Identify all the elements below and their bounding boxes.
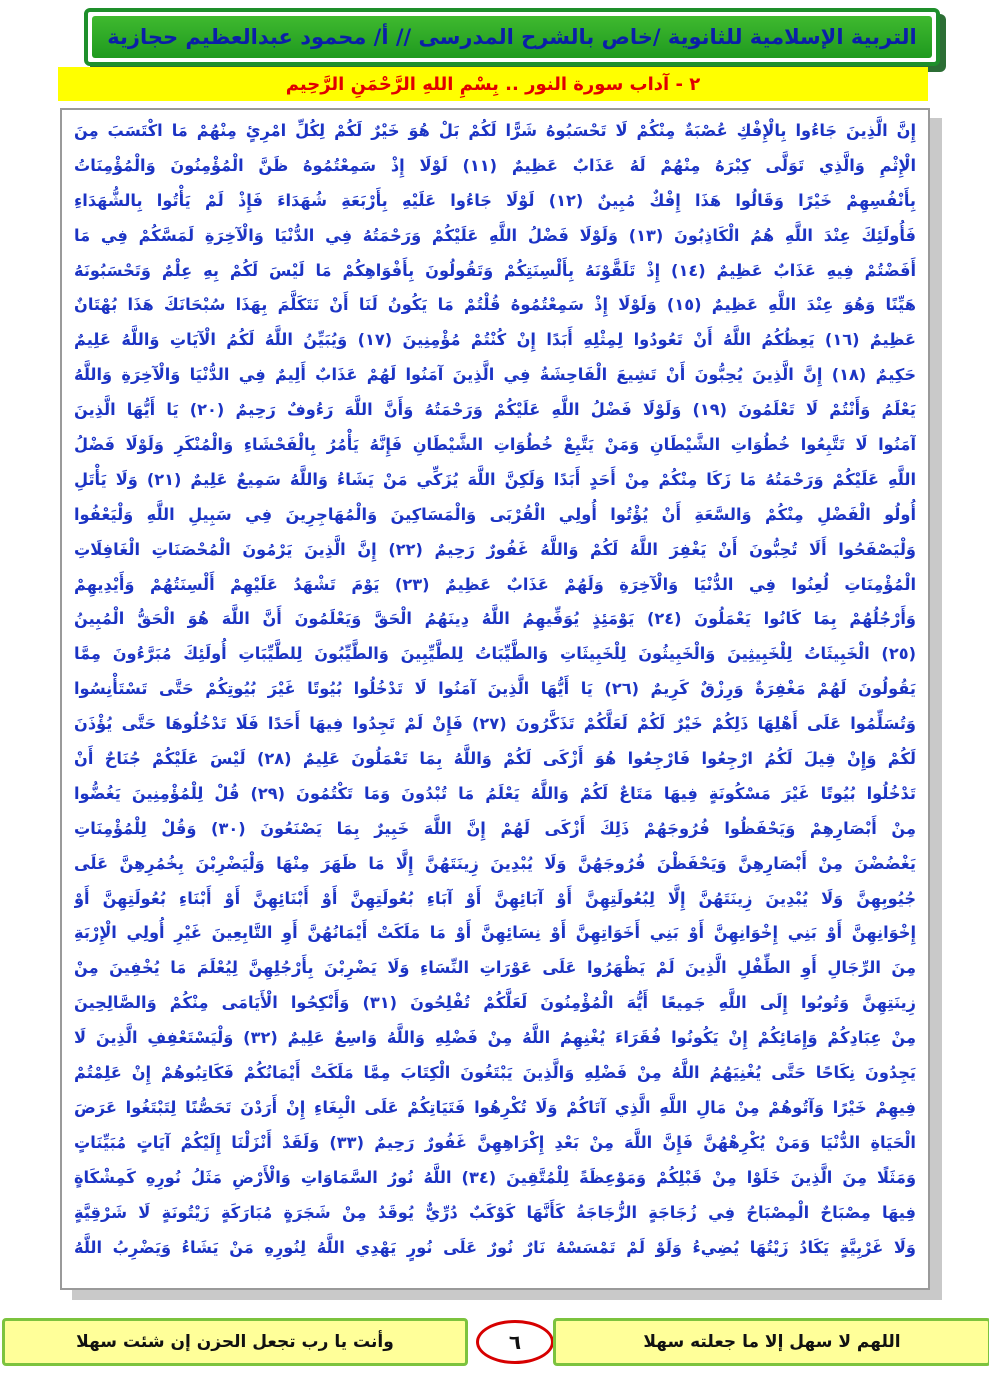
text-line: (٢٥) الْخَبِيثَاتُ لِلْخَبِيثِينَ وَالْخَبِيثُونَ لِلْخَبِيثَاتِ وَالطَّيِّبَاتُ لِلطَّيِّبِينَ وَالطَّيِّبُونَ لِلطَّيِّبَاتِ أُولَئِكَ مُبَرَّءُونَ مِمَّا (74, 644, 916, 664)
top-banner (84, 8, 940, 66)
text-line: مِنْ عِبَادِكُمْ وَإِمَائِكُمْ إِنْ يَكُونُوا فُقَرَاءَ يُغْنِهِمُ اللَّهُ مِنْ فَضْلِهِ وَاللَّهُ وَاسِعٌ عَلِيمٌ (٣٢) وَلْيَسْتَعْفِفِ الَّذِينَ لَا (74, 1028, 916, 1048)
text-line: تَدْخُلُوا بُيُوتًا غَيْرَ مَسْكُونَةٍ فِيهَا مَتَاعٌ لَكُمْ وَاللَّهُ يَعْلَمُ مَا تُبْدُونَ وَمَا تَكْتُمُونَ (٢٩) قُلْ لِلْمُؤْمِنِينَ يَغُضُّوا (74, 783, 916, 803)
text-line: وَأَرْجُلُهُمْ بِمَا كَانُوا يَعْمَلُونَ (٢٤) يَوْمَئِذٍ يُوَفِّيهِمُ اللَّهُ دِينَهُمُ الْحَقَّ وَيَعْلَمُونَ أَنَّ اللَّهَ هُوَ الْحَقُّ الْمُبِينُ (74, 609, 916, 629)
text-line: هَيِّنًا وَهُوَ عِنْدَ اللَّهِ عَظِيمٌ (١٥) وَلَوْلَا إِذْ سَمِعْتُمُوهُ قُلْتُمْ مَا يَكُونُ لَنَا أَنْ نَتَكَلَّمَ بِهَذَا سُبْحَانَكَ هَذَا بُهْتَانٌ (74, 295, 916, 315)
text-line: زِينَتِهِنَّ وَتُوبُوا إِلَى اللَّهِ جَمِيعًا أَيُّهَ الْمُؤْمِنُونَ لَعَلَّكُمْ تُفْلِحُونَ (٣١) وَأَنْكِحُوا الْأَيَامَى مِنْكُمْ وَالصَّالِحِينَ (74, 993, 916, 1013)
text-line: إِنَّ الَّذِينَ جَاءُوا بِالْإِفْكِ عُصْبَةٌ مِنْكُمْ لَا تَحْسَبُوهُ شَرًّا لَكُمْ بَلْ هُوَ خَيْرٌ لَكُمْ لِكُلِّ امْرِئٍ مِنْهُمْ مَا اكْتَسَبَ مِنَ (74, 121, 916, 140)
text-line: مِنْ أَبْصَارِهِمْ وَيَحْفَظُوا فُرُوجَهُمْ ذَلِكَ أَزْكَى لَهُمْ إِنَّ اللَّهَ خَبِيرٌ بِمَا يَصْنَعُونَ (٣٠) وَقُلْ لِلْمُؤْمِنَاتِ (74, 818, 916, 838)
text-line: الْمُؤْمِنَاتِ لُعِنُوا فِي الدُّنْيَا وَالْآخِرَةِ وَلَهُمْ عَذَابٌ عَظِيمٌ (٢٣) يَوْمَ تَشْهَدُ عَلَيْهِمْ أَلْسِنَتُهُمْ وَأَيْدِيهِمْ (74, 574, 916, 594)
text-line: مِنَ الرِّجَالِ أَوِ الطِّفْلِ الَّذِينَ لَمْ يَظْهَرُوا عَلَى عَوْرَاتِ النِّسَاءِ وَلَا يَضْرِبْنَ بِأَرْجُلِهِنَّ لِيُعْلَمَ مَا يُخْفِينَ مِنْ (74, 958, 916, 978)
page-number-oval (476, 1320, 554, 1364)
footer-left-text: وأنت يا رب تجعل الحزن إن شئت سهلا (76, 1332, 394, 1352)
subtitle-bar (58, 67, 928, 101)
lesson-title: ٢ - آداب سورة النور .. بِسْمِ اللهِ الرَّحْمَنِ الرَّحِيم (285, 73, 701, 95)
text-line: عَظِيمٌ (١٦) يَعِظُكُمُ اللَّهُ أَنْ تَعُودُوا لِمِثْلِهِ أَبَدًا إِنْ كُنْتُمْ مُؤْمِنِينَ (١٧) وَيُبَيِّنُ اللَّهُ لَكُمُ الْآيَاتِ وَاللَّهُ عَلِيمٌ (74, 330, 916, 350)
text-line: يَغْضُضْنَ مِنْ أَبْصَارِهِنَّ وَيَحْفَظْنَ فُرُوجَهُنَّ وَلَا يُبْدِينَ زِينَتَهُنَّ إِلَّا مَا ظَهَرَ مِنْهَا وَلْيَضْرِبْنَ بِخُمُرِهِنَّ عَلَى (74, 853, 916, 873)
text-line: يَعْلَمُ وَأَنْتُمْ لَا تَعْلَمُونَ (١٩) وَلَوْلَا فَضْلُ اللَّهِ عَلَيْكُمْ وَرَحْمَتُهُ وَأَنَّ اللَّهَ رَءُوفٌ رَحِيمٌ (٢٠) يَا أَيُّهَا الَّذِينَ (74, 400, 916, 420)
page-title: التربية الإسلامية للثانوية /خاص بالشرح المدرسى // أ/ محمود عبدالعظيم حجازية (107, 25, 917, 49)
text-line: إِخْوَانِهِنَّ أَوْ بَنِي إِخْوَانِهِنَّ أَوْ بَنِي أَخَوَاتِهِنَّ أَوْ نِسَائِهِنَّ أَوْ مَا مَلَكَتْ أَيْمَانُهُنَّ أَوِ التَّابِعِينَ غَيْرِ أُولِي الْإِرْبَةِ (74, 923, 916, 943)
text-line: فِيهَا مِصْبَاحٌ الْمِصْبَاحُ فِي زُجَاجَةٍ الزُّجَاجَةُ كَأَنَّهَا كَوْكَبٌ دُرِّيٌّ يُوقَدُ مِنْ شَجَرَةٍ مُبَارَكَةٍ زَيْتُونَةٍ لَا شَرْقِيَّةٍ (74, 1202, 916, 1222)
text-line: فِيهِمْ خَيْرًا وَآتُوهُمْ مِنْ مَالِ اللَّهِ الَّذِي آتَاكُمْ وَلَا تُكْرِهُوا فَتَيَاتِكُمْ عَلَى الْبِغَاءِ إِنْ أَرَدْنَ تَحَصُّنًا لِتَبْتَغُوا عَرَضَ (74, 1097, 916, 1117)
text-frame (60, 108, 930, 1290)
text-line: يَقُولُونَ لَهُمْ مَغْفِرَةٌ وَرِزْقٌ كَرِيمٌ (٢٦) يَا أَيُّهَا الَّذِينَ آمَنُوا لَا تَدْخُلُوا بُيُوتًا غَيْرَ بُيُوتِكُمْ حَتَّى تَسْتَأْنِسُوا (74, 679, 916, 699)
text-line: اللَّهِ عَلَيْكُمْ وَرَحْمَتُهُ مَا زَكَا مِنْكُمْ مِنْ أَحَدٍ أَبَدًا وَلَكِنَّ اللَّهَ يُزَكِّي مَنْ يَشَاءُ وَاللَّهُ سَمِيعٌ عَلِيمٌ (٢١) وَلَا يَأْتَلِ (74, 469, 916, 489)
page-number: ٦ (508, 1330, 522, 1354)
text-line: بِأَنْفُسِهِمْ خَيْرًا وَقَالُوا هَذَا إِفْكٌ مُبِينٌ (١٢) لَوْلَا جَاءُوا عَلَيْهِ بِأَرْبَعَةِ شُهَدَاءَ فَإِذْ لَمْ يَأْتُوا بِالشُّهَدَاءِ (74, 190, 916, 210)
text-line: وَمَثَلًا مِنَ الَّذِينَ خَلَوْا مِنْ قَبْلِكُمْ وَمَوْعِظَةً لِلْمُتَّقِينَ (٣٤) اللَّهُ نُورُ السَّمَاوَاتِ وَالْأَرْضِ مَثَلُ نُورِهِ كَمِشْكَاةٍ (74, 1167, 916, 1187)
text-line: فَأُولَئِكَ عِنْدَ اللَّهِ هُمُ الْكَاذِبُونَ (١٣) وَلَوْلَا فَضْلُ اللَّهِ عَلَيْكُمْ وَرَحْمَتُهُ فِي الدُّنْيَا وَالْآخِرَةِ لَمَسَّكُمْ فِي مَا (74, 225, 916, 245)
quran-text-body (74, 114, 916, 1284)
footer-right-text: اللهم لا سهل إلا ما جعلته سهلا (643, 1332, 901, 1352)
text-line: الْإِثْمِ وَالَّذِي تَوَلَّى كِبْرَهُ مِنْهُمْ لَهُ عَذَابٌ عَظِيمٌ (١١) لَوْلَا إِذْ سَمِعْتُمُوهُ ظَنَّ الْمُؤْمِنُونَ وَالْمُؤْمِنَاتُ (74, 155, 916, 175)
text-line: أُولُو الْفَضْلِ مِنْكُمْ وَالسَّعَةِ أَنْ يُؤْتُوا أُولِي الْقُرْبَى وَالْمَسَاكِينَ وَالْمُهَاجِرِينَ فِي سَبِيلِ اللَّهِ وَلْيَعْفُوا (74, 504, 916, 524)
text-line: الْحَيَاةِ الدُّنْيَا وَمَنْ يُكْرِهْهُنَّ فَإِنَّ اللَّهَ مِنْ بَعْدِ إِكْرَاهِهِنَّ غَفُورٌ رَحِيمٌ (٣٣) وَلَقَدْ أَنْزَلْنَا إِلَيْكُمْ آيَاتٍ مُبَيِّنَاتٍ (74, 1132, 916, 1152)
text-line: جُيُوبِهِنَّ وَلَا يُبْدِينَ زِينَتَهُنَّ إِلَّا لِبُعُولَتِهِنَّ أَوْ آبَائِهِنَّ أَوْ آبَاءِ بُعُولَتِهِنَّ أَوْ أَبْنَائِهِنَّ أَوْ أَبْنَاءِ بُعُولَتِهِنَّ أَوْ (74, 888, 916, 908)
text-line: وَلْيَصْفَحُوا أَلَا تُحِبُّونَ أَنْ يَغْفِرَ اللَّهُ لَكُمْ وَاللَّهُ غَفُورٌ رَحِيمٌ (٢٢) إِنَّ الَّذِينَ يَرْمُونَ الْمُحْصَنَاتِ الْغَافِلَاتِ (74, 539, 916, 559)
text-line: حَكِيمٌ (١٨) إِنَّ الَّذِينَ يُحِبُّونَ أَنْ تَشِيعَ الْفَاحِشَةُ فِي الَّذِينَ آمَنُوا لَهُمْ عَذَابٌ أَلِيمٌ فِي الدُّنْيَا وَالْآخِرَةِ وَاللَّهُ (74, 365, 916, 385)
text-line: يَجِدُونَ نِكَاحًا حَتَّى يُغْنِيَهُمُ اللَّهُ مِنْ فَضْلِهِ وَالَّذِينَ يَبْتَغُونَ الْكِتَابَ مِمَّا مَلَكَتْ أَيْمَانُكُمْ فَكَاتِبُوهُمْ إِنْ عَلِمْتُمْ (74, 1063, 916, 1083)
text-line: لَكُمْ وَإِنْ قِيلَ لَكُمُ ارْجِعُوا فَارْجِعُوا هُوَ أَزْكَى لَكُمْ وَاللَّهُ بِمَا تَعْمَلُونَ عَلِيمٌ (٢٨) لَيْسَ عَلَيْكُمْ جُنَاحٌ أَنْ (74, 749, 916, 769)
footer-right-box (553, 1318, 989, 1366)
top-banner-inner (92, 16, 932, 58)
text-line: أَفَضْتُمْ فِيهِ عَذَابٌ عَظِيمٌ (١٤) إِذْ تَلَقَّوْنَهُ بِأَلْسِنَتِكُمْ وَتَقُولُونَ بِأَفْوَاهِكُمْ مَا لَيْسَ لَكُمْ بِهِ عِلْمٌ وَتَحْسَبُونَهُ (74, 260, 916, 280)
text-line: وَلَا غَرْبِيَّةٍ يَكَادُ زَيْتُهَا يُضِيءُ وَلَوْ لَمْ تَمْسَسْهُ نَارٌ نُورٌ عَلَى نُورٍ يَهْدِي اللَّهُ لِنُورِهِ مَنْ يَشَاءُ وَيَضْرِبُ اللَّهُ (74, 1237, 916, 1257)
footer-left-box (2, 1318, 468, 1366)
text-line: آمَنُوا لَا تَتَّبِعُوا خُطُوَاتِ الشَّيْطَانِ وَمَنْ يَتَّبِعْ خُطُوَاتِ الشَّيْطَانِ فَإِنَّهُ يَأْمُرُ بِالْفَحْشَاءِ وَالْمُنْكَرِ وَلَوْلَا فَضْلُ (74, 435, 916, 455)
text-line: وَتُسَلِّمُوا عَلَى أَهْلِهَا ذَلِكُمْ خَيْرٌ لَكُمْ لَعَلَّكُمْ تَذَكَّرُونَ (٢٧) فَإِنْ لَمْ تَجِدُوا فِيهَا أَحَدًا فَلَا تَدْخُلُوهَا حَتَّى يُؤْذَنَ (74, 714, 916, 734)
